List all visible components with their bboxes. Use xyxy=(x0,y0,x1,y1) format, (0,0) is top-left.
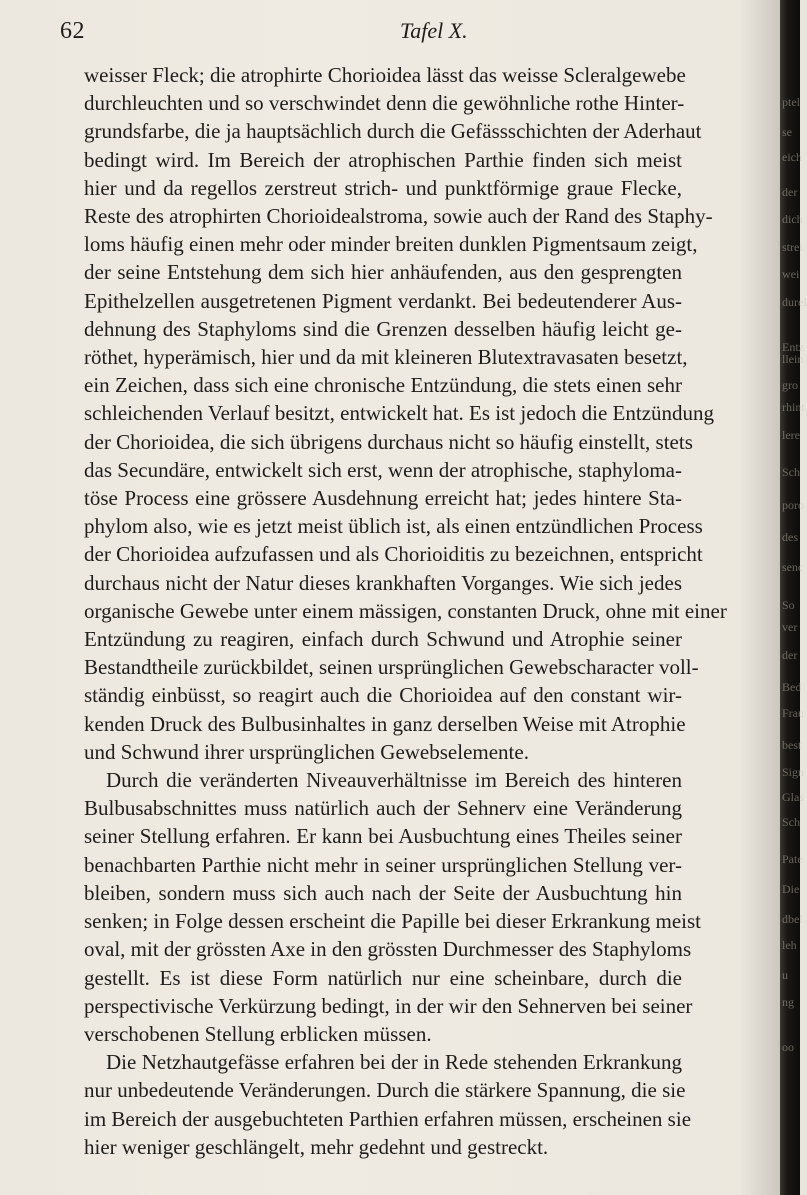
bleed-fragment: lere xyxy=(782,428,800,442)
text-line: Reste des atrophirten Chorioidealstroma, sowie auch der Rand des Staphy- xyxy=(84,204,713,229)
bleed-fragment: Sch xyxy=(782,815,800,829)
bleed-fragment: llein xyxy=(782,352,804,366)
bleed-fragment: wei xyxy=(782,267,800,281)
text-line: perspectivische Verkürzung bedingt, in der wir den Sehnerven bei seiner xyxy=(84,993,693,1018)
text-line: phylom also, wie es jetzt meist üblich ist, als einen entzündlichen Process xyxy=(84,514,703,539)
bleed-fragment: dbel xyxy=(782,912,803,926)
bleed-fragment: Sign xyxy=(782,765,805,779)
bleed-fragment: dich xyxy=(782,212,803,226)
text-line: seiner Stellung erfahren. Er kann bei Ausbuchtung eines Theiles seiner xyxy=(84,824,682,849)
text-line: gestellt. Es ist diese Form natürlich nur eine scheinbare, durch die xyxy=(84,965,682,990)
bleed-fragment: So xyxy=(782,598,795,612)
bleed-fragment: senc xyxy=(782,560,804,574)
text-line: durchaus nicht der Natur dieses krankhaften Vorganges. Wie sich jedes xyxy=(84,570,682,595)
text-line: senken; in Folge dessen erscheint die Papille bei dieser Erkrankung meist xyxy=(84,909,702,934)
text-line: röthet, hyperämisch, hier und da mit kleineren Blutextravasaten besetzt, xyxy=(84,345,688,370)
text-line: kenden Druck des Bulbusinhaltes in ganz derselben Weise mit Atrophie xyxy=(84,711,686,736)
text-line: Entzündung zu reagiren, einfach durch Schwund und Atrophie seiner xyxy=(84,627,682,652)
text-line: im Bereich der ausgebuchteten Parthien erfahren müssen, erscheinen sie xyxy=(84,1106,692,1131)
bleed-fragment: strei xyxy=(782,240,803,254)
bleed-fragment: Entz xyxy=(782,340,804,354)
text-line: verschobenen Stellung erblicken müssen. xyxy=(84,1021,432,1046)
text-line: der Chorioidea, die sich übrigens durchaus nicht so häufig einstellt, stets xyxy=(84,429,693,454)
text-line: dehnung des Staphyloms sind die Grenzen desselben häufig leicht ge- xyxy=(84,316,682,341)
text-line: ein Zeichen, dass sich eine chronische Entzündung, die stets einen sehr xyxy=(84,373,682,398)
text-line: durchleuchten und so verschwindet denn die gewöhnliche rothe Hinter- xyxy=(84,91,685,116)
bleed-fragment: ver xyxy=(782,620,798,634)
text-line: Bulbusabschnittes muss natürlich auch der Sehnerv eine Veränderung xyxy=(84,796,682,821)
bleed-fragment: Sch xyxy=(782,465,800,479)
text-line: hier weniger geschlängelt, mehr gedehnt und gestreckt. xyxy=(84,1134,549,1159)
bleed-fragment: Glas xyxy=(782,790,804,804)
text-line: der seine Entstehung dem sich hier anhäufenden, aus den gesprengten xyxy=(84,260,682,285)
text-line: organische Gewebe unter einem mässigen, constanten Druck, ohne mit einer xyxy=(84,598,727,623)
bleed-fragment: durel xyxy=(782,295,807,309)
text-line: Durch die veränderten Niveauverhältnisse im Bereich des hinteren xyxy=(106,768,682,793)
text-line: das Secundäre, entwickelt sich erst, wenn der atrophische, staphyloma- xyxy=(84,457,682,482)
text-line: schleichenden Verlauf besitzt, entwickelt hat. Es ist jedoch die Entzündung xyxy=(84,401,715,426)
text-line: hier und da regellos zerstreut strich- und punktförmige graue Flecke, xyxy=(84,175,682,200)
text-line: bleiben, sondern muss sich auch nach der Seite der Ausbuchtung hin xyxy=(84,880,682,905)
bleed-fragment: der xyxy=(782,185,798,199)
bleed-fragment: der xyxy=(782,648,798,662)
bleed-fragment: gro xyxy=(782,378,798,392)
text-line: weisser Fleck; die atrophirte Chorioidea lässt das weisse Scleralgewebe xyxy=(84,63,686,87)
running-title: Tafel X. xyxy=(400,18,468,43)
spine-shadow xyxy=(740,0,780,1195)
text-line: der Chorioidea aufzufassen und als Chorioiditis zu bezeichnen, entspricht xyxy=(84,542,703,567)
text-line: grundsfarbe, die ja hauptsächlich durch die Gefässschichten der Aderhaut xyxy=(84,119,702,144)
page-number: 62 xyxy=(60,18,85,44)
bleed-fragment: Pate xyxy=(782,852,803,866)
text-line: nur unbedeutende Veränderungen. Durch die stärkere Spannung, die sie xyxy=(84,1078,686,1103)
bleed-fragment: leh xyxy=(782,938,797,952)
text-line: benachbarten Parthie nicht mehr in seiner ursprünglichen Stellung ver- xyxy=(84,852,682,877)
text-line: ständig einbüsst, so reagirt auch die Chorioidea auf den constant wir- xyxy=(84,683,682,708)
bleed-fragment: best xyxy=(782,738,802,752)
bleed-fragment: Frau xyxy=(782,706,804,720)
bleed-fragment: des xyxy=(782,530,798,544)
text-line: töse Process eine grössere Ausdehnung erreicht hat; jedes hintere Sta- xyxy=(84,486,682,511)
bleed-fragment: se xyxy=(782,125,792,139)
bleed-fragment: ng xyxy=(782,995,794,1009)
text-line: Bestandtheile zurückbildet, seinen ursprünglichen Gewebscharacter voll- xyxy=(84,655,699,680)
body-text xyxy=(84,61,727,1161)
bleed-fragment: rhint xyxy=(782,400,805,414)
text-line: oval, mit der grössten Axe in den grössten Durchmesser des Staphyloms xyxy=(84,937,692,962)
bleed-fragment: eich xyxy=(782,150,802,164)
bleed-fragment: Bed xyxy=(782,680,802,694)
text-line: und Schwund ihrer ursprünglichen Gewebselemente. xyxy=(84,739,529,764)
text-line: loms häufig einen mehr oder minder breiten dunklen Pigmentsaum zeigt, xyxy=(84,232,698,257)
page-header xyxy=(60,18,700,48)
bleed-fragment: Die xyxy=(782,882,800,896)
bleed-fragment: u xyxy=(782,968,788,982)
bleed-fragment: oo xyxy=(782,1040,794,1054)
text-line: Die Netzhautgefässe erfahren bei der in Rede stehenden Erkrankung xyxy=(106,1050,682,1075)
bleed-fragment: ptel xyxy=(782,95,800,109)
text-line: bedingt wird. Im Bereich der atrophischen Parthie finden sich meist xyxy=(84,147,682,172)
bleed-fragment: poro xyxy=(782,498,804,512)
facing-page-bleed xyxy=(779,0,807,1195)
text-line: Epithelzellen ausgetretenen Pigment verdankt. Bei bedeutenderer Aus- xyxy=(84,288,682,313)
